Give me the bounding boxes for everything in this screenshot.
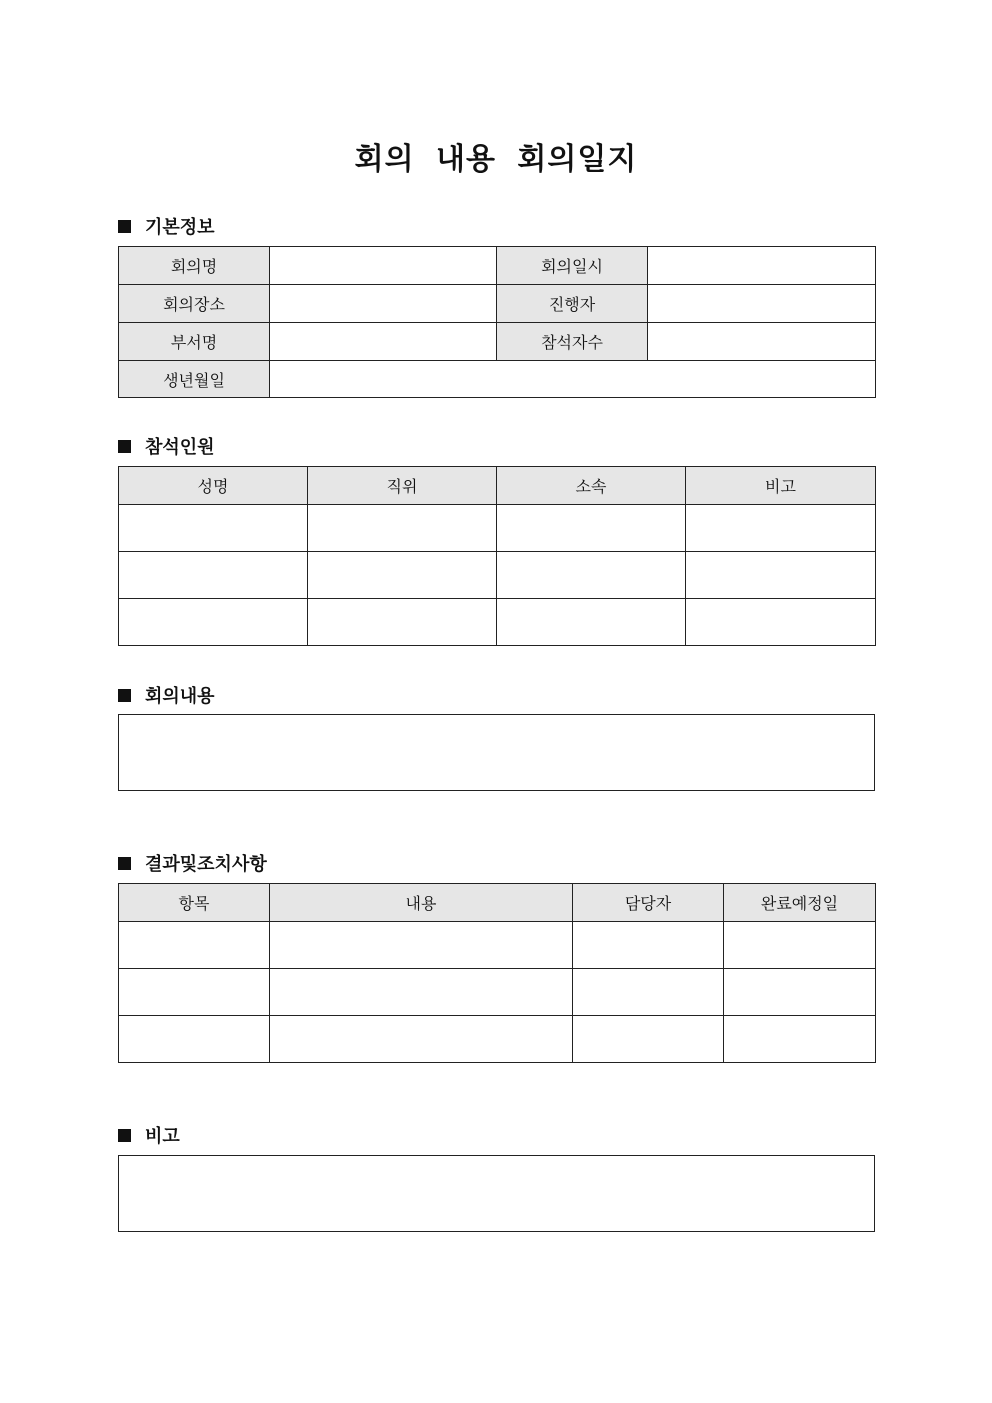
column-header: 비고 — [686, 467, 876, 505]
attendees-table — [118, 466, 876, 646]
square-bullet-icon — [118, 220, 131, 233]
column-header: 성명 — [119, 467, 308, 505]
table-cell[interactable] — [573, 969, 724, 1016]
column-header: 담당자 — [573, 884, 724, 922]
label-department: 부서명 — [119, 323, 270, 361]
section-results-actions — [118, 850, 267, 876]
table-cell[interactable] — [119, 969, 270, 1016]
basic-info-table — [118, 246, 876, 398]
table-cell[interactable] — [573, 922, 724, 969]
section-meeting-content — [118, 682, 215, 708]
results-table — [118, 883, 876, 1063]
section-attendees-label: 참석인원 — [145, 437, 215, 458]
department-field[interactable] — [270, 323, 497, 361]
table-cell[interactable] — [270, 922, 573, 969]
meeting-place-field[interactable] — [270, 285, 497, 323]
table-cell[interactable] — [119, 1016, 270, 1063]
square-bullet-icon — [118, 1129, 131, 1142]
label-attendee-count: 참석자수 — [497, 323, 648, 361]
column-header: 직위 — [308, 467, 497, 505]
table-cell[interactable] — [686, 599, 876, 646]
document-title: 회의 내용 회의일지 — [354, 142, 638, 177]
table-row — [119, 505, 876, 552]
table-cell[interactable] — [686, 552, 876, 599]
label-host: 진행자 — [497, 285, 648, 323]
table-cell[interactable] — [724, 922, 876, 969]
label-meeting-place: 회의장소 — [119, 285, 270, 323]
column-header: 소속 — [497, 467, 686, 505]
label-meeting-datetime: 회의일시 — [497, 247, 648, 285]
section-basic-info — [118, 213, 215, 239]
host-field[interactable] — [648, 285, 876, 323]
table-cell[interactable] — [724, 1016, 876, 1063]
table-cell[interactable] — [270, 1016, 573, 1063]
table-cell[interactable] — [270, 969, 573, 1016]
table-cell[interactable] — [119, 505, 308, 552]
square-bullet-icon — [118, 440, 131, 453]
table-row — [119, 599, 876, 646]
table-row — [119, 969, 876, 1016]
meeting-name-field[interactable] — [270, 247, 497, 285]
remarks-box[interactable] — [118, 1155, 875, 1232]
table-row — [119, 1016, 876, 1063]
table-cell[interactable] — [497, 552, 686, 599]
label-birthdate: 생년월일 — [119, 361, 270, 398]
table-cell[interactable] — [497, 505, 686, 552]
section-results-actions-label: 결과및조치사항 — [145, 854, 267, 875]
section-remarks — [118, 1122, 180, 1148]
section-remarks-label: 비고 — [145, 1126, 180, 1147]
table-cell[interactable] — [724, 969, 876, 1016]
section-meeting-content-label: 회의내용 — [145, 686, 215, 707]
table-cell[interactable] — [119, 552, 308, 599]
table-cell[interactable] — [308, 552, 497, 599]
square-bullet-icon — [118, 689, 131, 702]
meeting-datetime-field[interactable] — [648, 247, 876, 285]
column-header: 항목 — [119, 884, 270, 922]
table-cell[interactable] — [573, 1016, 724, 1063]
square-bullet-icon — [118, 857, 131, 870]
table-cell[interactable] — [119, 922, 270, 969]
section-basic-info-label: 기본정보 — [145, 217, 215, 238]
birthdate-field[interactable] — [270, 361, 876, 398]
table-cell[interactable] — [686, 505, 876, 552]
table-row — [119, 922, 876, 969]
table-cell[interactable] — [497, 599, 686, 646]
column-header: 완료예정일 — [724, 884, 876, 922]
meeting-content-box[interactable] — [118, 714, 875, 791]
attendee-count-field[interactable] — [648, 323, 876, 361]
table-cell[interactable] — [119, 599, 308, 646]
table-cell[interactable] — [308, 599, 497, 646]
table-cell[interactable] — [308, 505, 497, 552]
section-attendees — [118, 433, 215, 459]
column-header: 내용 — [270, 884, 573, 922]
label-meeting-name: 회의명 — [119, 247, 270, 285]
table-row — [119, 552, 876, 599]
